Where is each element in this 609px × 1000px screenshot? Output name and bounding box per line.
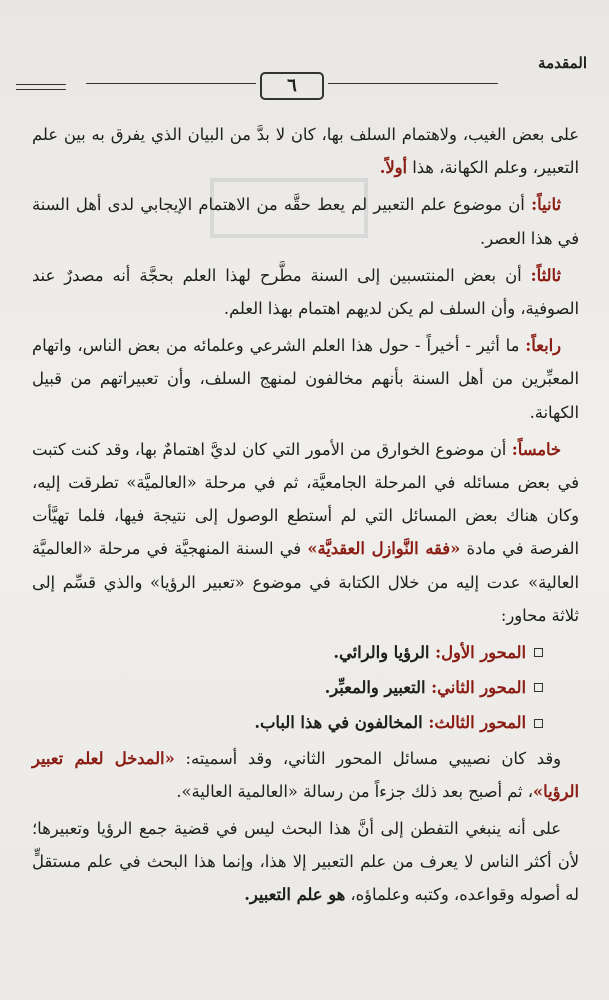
paragraph-1: على بعض الغيب، ولاهتمام السلف بها، كان لا بدَّ من البيان الذي يفرق به بين علم التعبير، وعلم الكهانة، هذا أولاً. <box>32 125 579 178</box>
header-rule <box>16 89 66 90</box>
axis-item-3: المحور الثالث: المخالفون في هذا الباب. <box>32 706 579 739</box>
paragraph-6: وقد كان نصيبي مسائل المحور الثاني، وقد أسميته: «المدخل لعلم تعبير الرؤيا»، ثم أصبح بعد ذلك جزءاً من رسالة «العالمية العالية». <box>32 748 579 801</box>
square-bullet-icon <box>534 683 543 692</box>
axis-item-2: المحور الثاني: التعبير والمعبِّر. <box>32 671 579 704</box>
paragraph-5: خامساً: أن موضوع الخوارق من الأمور التي كان لديَّ اهتمامٌ بها، وقد كنت كتبت في بعض مسائله في المرحلة الجامعيَّة، ثم في مرحلة «العالميَّة» تطرقت إليه، وكان هناك بعض المسائل التي لم أستطع الوصول إلى نتيجة فيها، فلما تهيَّأت الفرصة في مادة «فقه النَّوازل العقديَّة» في السنة المنهجيَّة في مرحلة «العالميَّة العالية» عدت إليه من خلال الكتابة في موضوع «تعبير الرؤيا» والذي قسِّم إلى ثلاثة محاور: <box>32 439 579 625</box>
paragraph-2: ثانياً: أن موضوع علم التعبير لم يعط حقَّه من الاهتمام الإيجابي لدى أهل السنة في هذا العصر. <box>32 195 579 248</box>
body-text <box>32 118 579 916</box>
paragraph-7: على أنه ينبغي التفطن إلى أنَّ هذا البحث ليس في قضية جمع الرؤيا وتعبيرها؛ لأن أكثر الناس لا يعرف من علم التعبير إلا هذا، وإنما هذا البحث في علم مستقلٍّ له أصوله وقواعده، وكتبه وعلماؤه، هو علم التعبير. <box>32 819 579 905</box>
square-bullet-icon <box>534 648 543 657</box>
axis-item-1: المحور الأول: الرؤيا والرائي. <box>32 636 579 669</box>
chapter-title: المقدمة <box>538 54 587 72</box>
page-header <box>16 54 595 110</box>
square-bullet-icon <box>534 719 543 728</box>
page-number: ٦ <box>260 72 324 100</box>
paragraph-3: ثالثاً: أن بعض المنتسبين إلى السنة مطَّرح لهذا العلم بحجَّة أنه مصدرٌ عند الصوفية، وأن السلف لم يكن لديهم اهتمام بهذا العلم. <box>32 265 579 319</box>
header-rule <box>16 84 66 85</box>
paragraph-4: رابعاً: ما أثير - أخيراً - حول هذا العلم الشرعي وعلمائه من بعض الناس، واتهام المعبِّرين من أهل السنة بأنهم مخالفون لمنهج السلف، وأن تعبيراتهم من قبيل الكهانة. <box>32 336 579 422</box>
